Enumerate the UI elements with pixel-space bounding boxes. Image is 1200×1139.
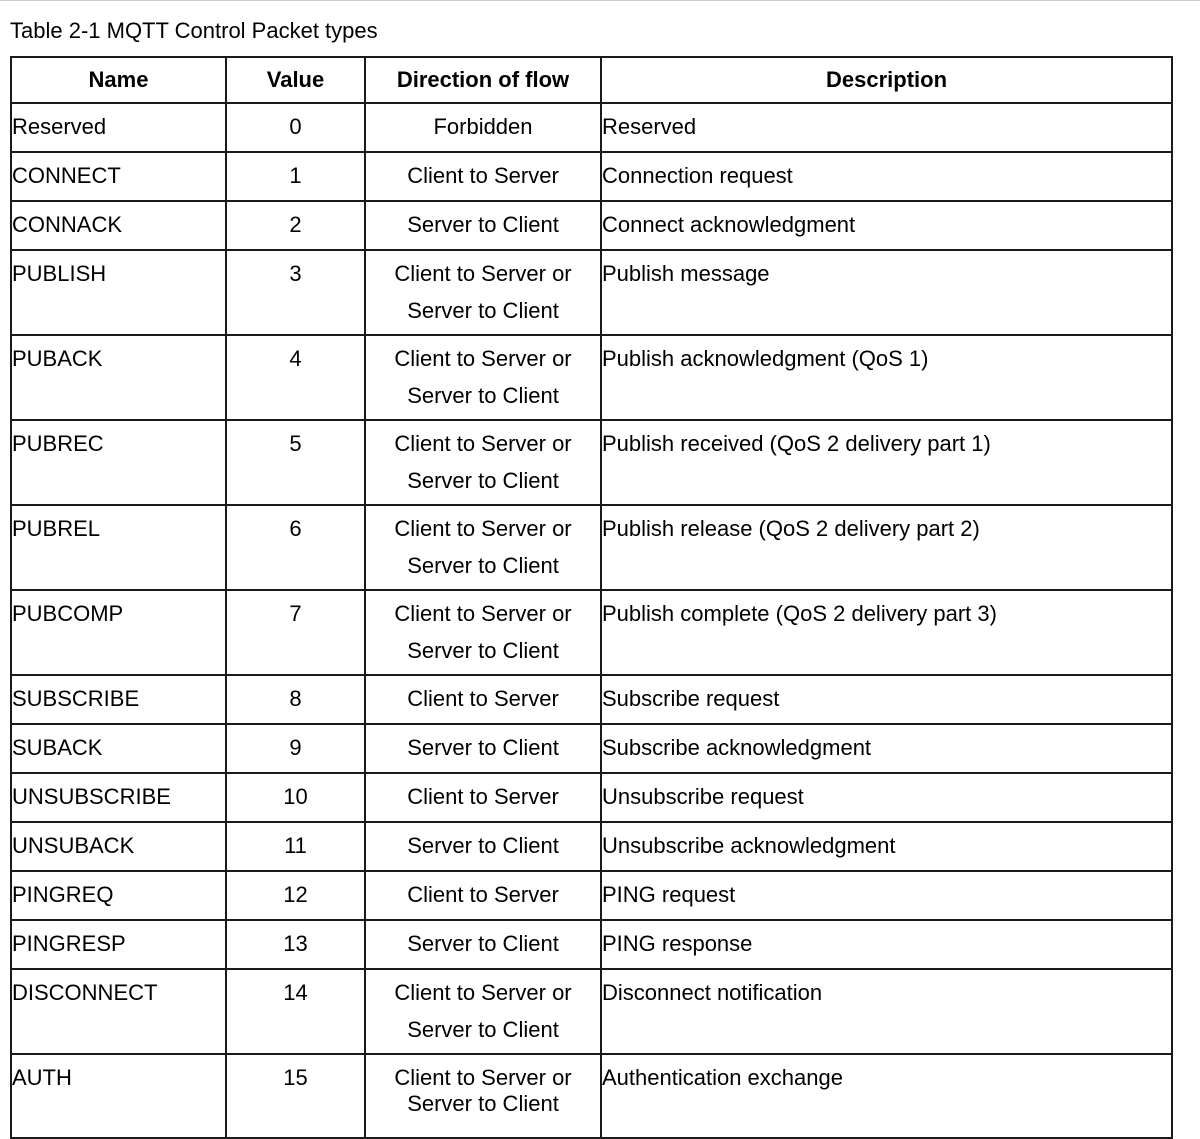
- cell-value: 7: [226, 590, 365, 675]
- direction-line: Client to Server or: [394, 980, 572, 1005]
- cell-name: UNSUBACK: [11, 822, 226, 871]
- direction-line: Server to Client: [407, 212, 559, 237]
- table-body: [11, 103, 1172, 1138]
- cell-description: Publish release (QoS 2 delivery part 2): [601, 505, 1172, 590]
- table-header-row: [11, 57, 1172, 103]
- cell-description: Connection request: [601, 152, 1172, 201]
- cell-direction: [365, 871, 601, 920]
- table-row: [11, 1054, 1172, 1138]
- column-header-name: Name: [11, 57, 226, 103]
- column-header-direction: Direction of flow: [365, 57, 601, 103]
- cell-name: PINGRESP: [11, 920, 226, 969]
- cell-description: Subscribe acknowledgment: [601, 724, 1172, 773]
- table-row: [11, 773, 1172, 822]
- cell-description: Publish complete (QoS 2 delivery part 3): [601, 590, 1172, 675]
- cell-value: 5: [226, 420, 365, 505]
- table-row: [11, 969, 1172, 1054]
- cell-name: DISCONNECT: [11, 969, 226, 1054]
- cell-direction: [365, 201, 601, 250]
- cell-name: SUBACK: [11, 724, 226, 773]
- cell-value: 2: [226, 201, 365, 250]
- cell-description: Publish received (QoS 2 delivery part 1): [601, 420, 1172, 505]
- cell-direction: [365, 590, 601, 675]
- cell-value: 11: [226, 822, 365, 871]
- cell-name: PUBREC: [11, 420, 226, 505]
- cell-name: PUBREL: [11, 505, 226, 590]
- cell-name: Reserved: [11, 103, 226, 152]
- cell-direction: [365, 724, 601, 773]
- cell-value: 15: [226, 1054, 365, 1138]
- table-row: [11, 420, 1172, 505]
- cell-value: 13: [226, 920, 365, 969]
- direction-line: Forbidden: [433, 114, 533, 139]
- direction-line: Server to Client: [407, 1017, 559, 1042]
- table-row: [11, 724, 1172, 773]
- cell-direction: [365, 250, 601, 335]
- cell-description: Authentication exchange: [601, 1054, 1172, 1138]
- cell-description: Reserved: [601, 103, 1172, 152]
- cell-name: AUTH: [11, 1054, 226, 1138]
- cell-description: PING response: [601, 920, 1172, 969]
- cell-value: 14: [226, 969, 365, 1054]
- cell-direction: [365, 675, 601, 724]
- direction-line: Client to Server or: [394, 431, 572, 456]
- table-row: [11, 871, 1172, 920]
- direction-line: Client to Server or: [394, 1065, 572, 1090]
- cell-value: 12: [226, 871, 365, 920]
- direction-line: Server to Client: [407, 931, 559, 956]
- cell-description: Connect acknowledgment: [601, 201, 1172, 250]
- cell-value: 10: [226, 773, 365, 822]
- direction-line: Server to Client: [407, 833, 559, 858]
- direction-line: Client to Server: [407, 686, 559, 711]
- top-divider: [0, 0, 1200, 1]
- table-row: [11, 822, 1172, 871]
- direction-line: Server to Client: [407, 638, 559, 663]
- cell-value: 8: [226, 675, 365, 724]
- packet-types-table: [10, 56, 1173, 1139]
- direction-line: Server to Client: [407, 553, 559, 578]
- direction-line: Server to Client: [407, 298, 559, 323]
- table-caption: Table 2-1 MQTT Control Packet types: [10, 18, 378, 43]
- cell-direction: [365, 103, 601, 152]
- column-header-description: Description: [601, 57, 1172, 103]
- cell-name: SUBSCRIBE: [11, 675, 226, 724]
- cell-name: CONNECT: [11, 152, 226, 201]
- direction-line: Client to Server or: [394, 516, 572, 541]
- direction-line: Client to Server: [407, 163, 559, 188]
- table-row: [11, 103, 1172, 152]
- cell-description: Publish message: [601, 250, 1172, 335]
- direction-line: Client to Server or: [394, 261, 572, 286]
- cell-description: PING request: [601, 871, 1172, 920]
- cell-direction: [365, 505, 601, 590]
- cell-description: Publish acknowledgment (QoS 1): [601, 335, 1172, 420]
- direction-line: Client to Server or: [394, 601, 572, 626]
- cell-direction: [365, 152, 601, 201]
- cell-name: PUBACK: [11, 335, 226, 420]
- cell-direction: [365, 420, 601, 505]
- cell-name: PUBCOMP: [11, 590, 226, 675]
- column-header-value: Value: [226, 57, 365, 103]
- table-row: [11, 201, 1172, 250]
- cell-value: 3: [226, 250, 365, 335]
- direction-line: Client to Server or: [394, 346, 572, 371]
- cell-value: 1: [226, 152, 365, 201]
- direction-line: Client to Server: [407, 784, 559, 809]
- table-row: [11, 335, 1172, 420]
- cell-description: Disconnect notification: [601, 969, 1172, 1054]
- direction-line: Server to Client: [407, 383, 559, 408]
- cell-direction: [365, 1054, 601, 1138]
- table-row: [11, 505, 1172, 590]
- cell-direction: [365, 920, 601, 969]
- cell-direction: [365, 969, 601, 1054]
- cell-value: 4: [226, 335, 365, 420]
- cell-name: PUBLISH: [11, 250, 226, 335]
- cell-name: CONNACK: [11, 201, 226, 250]
- cell-description: Unsubscribe request: [601, 773, 1172, 822]
- table-row: [11, 590, 1172, 675]
- table-row: [11, 152, 1172, 201]
- cell-value: 9: [226, 724, 365, 773]
- table-row: [11, 920, 1172, 969]
- table-row: [11, 250, 1172, 335]
- direction-line: Client to Server: [407, 882, 559, 907]
- cell-direction: [365, 335, 601, 420]
- cell-value: 6: [226, 505, 365, 590]
- cell-direction: [365, 822, 601, 871]
- table-row: [11, 675, 1172, 724]
- direction-line: Server to Client: [407, 735, 559, 760]
- cell-name: PINGREQ: [11, 871, 226, 920]
- cell-description: Subscribe request: [601, 675, 1172, 724]
- cell-name: UNSUBSCRIBE: [11, 773, 226, 822]
- direction-line: Server to Client: [407, 468, 559, 493]
- cell-value: 0: [226, 103, 365, 152]
- cell-direction: [365, 773, 601, 822]
- cell-description: Unsubscribe acknowledgment: [601, 822, 1172, 871]
- direction-line: Server to Client: [407, 1091, 559, 1116]
